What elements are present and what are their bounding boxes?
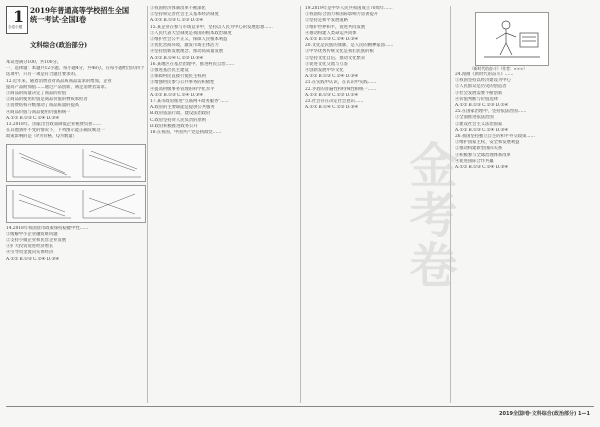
col2-line: ③增强村民参与公共事务的积极性 (150, 80, 215, 86)
col3-line: 21.在实践中认识，在认识中实践…… (305, 80, 377, 86)
supply-demand-figure (6, 144, 146, 182)
col4-line: A.①② B.①③ C.②③ D.②④ (455, 103, 509, 109)
col2-line: ②坚持和完善社会主义基本经济制度 (150, 12, 219, 18)
col1-line: 在其他条件不变的情况下，下列图示能正确反映这一 (6, 128, 105, 134)
col2-line: ②保障村民直接行使民主权利 (150, 74, 206, 80)
col1-line: A.①② B.①③ C.②④ D.③④ (6, 256, 60, 262)
col4-line: ①全面推进依法治国 (455, 115, 494, 121)
badge-number: 1 (13, 7, 25, 26)
col2-line: A.①② B.①④ C.②③ D.③④ (150, 55, 204, 61)
column-4 (455, 72, 595, 405)
col3-line: ④创新发展中华文化 (305, 68, 344, 74)
watermark-logo: 金考卷 (401, 140, 457, 290)
col3-line: A.①② B.①③ C.②③ D.②④ (305, 92, 359, 98)
col4-line: ④促进国际合作共赢 (455, 158, 494, 164)
col1-line: A.①② B.①③ C.②④ D.③④ (6, 115, 60, 121)
col2-line: D.政府积极推进政务公开 (150, 123, 198, 129)
footer-rule (6, 406, 594, 407)
supply-demand-figure-2 (6, 185, 146, 223)
col1-line: 12.近年来，随着消费者对高品质商品需求的增加，企业 (6, 78, 112, 84)
col1-line: 本试卷满分100，共100分。 (6, 60, 62, 65)
cartoon-image (475, 12, 549, 66)
col3-line: ②坚持文化自信，推动文化繁荣 (305, 55, 366, 61)
col2-line: ①人民代表大会制度是我国的根本政治制度 (150, 30, 232, 36)
col4-line: ④价值判断与价值选择 (455, 96, 498, 102)
col4-line: 25.在国家治理中，坚持依法治国…… (455, 109, 527, 115)
column-divider (147, 6, 148, 403)
col4-line: ②人民群众是历史的创造者 (455, 84, 507, 90)
cartoon-caption: 《新时代的奋斗》（作者：×××） (470, 66, 528, 71)
col2-line: ②维护社会公平正义，保障人民根本利益 (150, 37, 228, 43)
col4-line: A.①② B.①③ C.②④ D.③④ (455, 127, 509, 133)
col3-line: 19.2019年是中华人民共和国成立70周年…… (305, 6, 393, 11)
col3-line: A.①② B.①④ C.②③ D.③④ (305, 105, 359, 111)
col3-line: 20.文化是民族的血脉，是人民的精神家园…… (305, 43, 394, 49)
col3-line: A.①② B.①③ C.②④ D.③④ (305, 74, 359, 80)
col1-line: 13.2018年，国家出台政策降低企业税费负担…… (6, 122, 102, 128)
col1-line: ①商品的质量决定了商品的价值 (6, 91, 67, 97)
col1-line: ③扩大投资促进经济增长 (6, 244, 54, 250)
col3-line: ③维护世界和平，促进共同发展 (305, 24, 366, 30)
column-divider (300, 6, 301, 403)
col1-line: ③消费结构升级推动了商品质量的提高 (6, 103, 80, 109)
title-line-1: 2019年普通高等学校招生全国 (30, 6, 130, 15)
col4-line: ②推动构建新型国际关系 (455, 146, 503, 152)
page-footer: 2019全国Ⅰ卷·文科综合(政治部分) 1—1 (499, 411, 590, 417)
col4-line: A.①② B.①③ C.②④ D.③④ (455, 165, 509, 171)
column-1 (6, 60, 146, 263)
col2-line: C.政府坚持对人民负责的原则 (150, 117, 207, 123)
col3-line: ②坚持走和平发展道路 (305, 18, 348, 24)
col2-line: ①我国经济体制改革不断深化 (150, 6, 206, 11)
col1-line: 14.2018年我国货币政策保持稳健中性…… (6, 225, 89, 231)
col1-line: 政策影响的是（P为价格，Q为数量） (6, 134, 77, 140)
col2-line: ④坚持创新发展理念，推动高质量发展 (150, 49, 224, 55)
col4-line: 26.我国坚持独立自主的和平外交政策…… (455, 134, 535, 140)
col1-line: 选项中，只有一项是符合题目要求的。 (6, 72, 80, 78)
col1-line: ④引导资金流向实体经济 (6, 250, 54, 256)
col3-line: 22.矛盾的普遍性和特殊性相统一…… (305, 86, 377, 92)
col4-line: 24.漫画《新时代的奋斗》…… (455, 72, 514, 77)
col2-line: 18.在我国，中国共产党是执政党…… (150, 130, 222, 136)
col2-line: 16.某地区在基层治理中，推进村民自治…… (150, 61, 235, 67)
col4-line: ③社会发展需要不断创新 (455, 90, 503, 96)
badge-caption: 全卷小题 (8, 25, 23, 29)
col1-line: ②支持小微企业和民营企业发展 (6, 238, 67, 244)
col3-line: ①我国综合国力和国际影响力显著提升 (305, 12, 379, 18)
col1-line: ④商品价值与商品使用价值相统一 (6, 109, 71, 115)
page-title (30, 6, 129, 24)
col2-line: A.政府的主要职能是提供公共服务 (150, 105, 215, 111)
col3-line: ④推动构建人类命运共同体 (305, 30, 357, 36)
col2-line: A.①② B.①③ C.②③ D.②④ (150, 18, 204, 24)
col1-line: 提高产品附加值……通过产品创新，满足消费者需求。 (6, 84, 110, 90)
col2-line: ①推进基层民主建设 (150, 68, 189, 74)
col3-line: 23.社会存在决定社会意识…… (305, 99, 364, 105)
col4-line: ③积极参与全球治理体系改革 (455, 152, 511, 158)
col4-line: ②建设社会主义法治国家 (455, 121, 503, 127)
col2-line: A.①② B.①③ C.②④ D.③④ (150, 92, 204, 98)
col3-line: ①中华优秀传统文化是我们民族的根 (305, 49, 374, 55)
col2-line: ④提高村级事务管理的科学化水平 (150, 86, 215, 92)
col2-line: 15.某企业在参与市场竞争中，坚持以人民为中心的发展思想…… (150, 24, 273, 30)
page-subtitle: 文科综合(政治部分) (30, 41, 88, 49)
col4-line: ①我国坚持以经济建设为中心 (455, 78, 511, 84)
col4-line: ①维护国家主权、安全和发展利益 (455, 140, 520, 146)
col1-line: 一、选择题：本题共12小题，每小题4分，共48分。在每小题给出的四个 (6, 66, 145, 72)
title-line-2: 统一考试·全国Ⅰ卷 (30, 15, 87, 25)
col3-line: A.①② B.①③ C.②④ D.③④ (305, 37, 359, 43)
column-2 (150, 6, 290, 405)
col2-line: ③优化营商环境，激发市场主体活力 (150, 43, 219, 49)
col1-line: ①缓解中小企业融资难问题 (6, 231, 58, 237)
col2-line: 17.某市政府推进"互联网+政务服务"…… (150, 99, 229, 105)
header-badge (6, 6, 28, 34)
col2-line: B.政府依法行政，建设法治政府 (150, 111, 211, 117)
col3-line: ③促进文化交流与互鉴 (305, 61, 348, 67)
col1-line: ②商品的使用价值是商品价值的物质承担者 (6, 97, 88, 103)
